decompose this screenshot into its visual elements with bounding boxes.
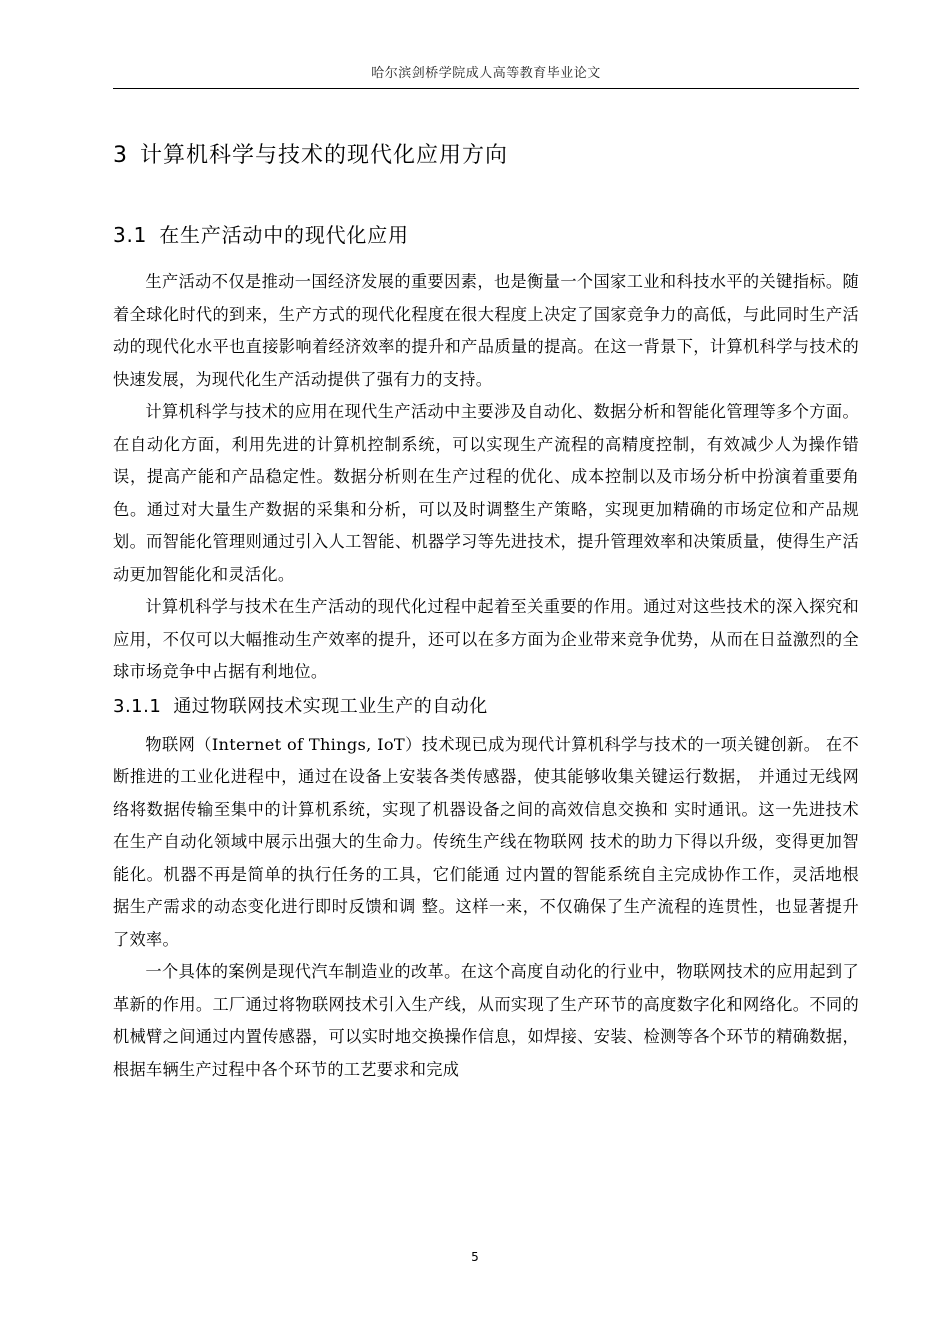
section-heading [113,218,859,252]
subsection-title: 通过物联网技术实现工业生产的自动化 [173,695,488,717]
section-title: 在生产活动中的现代化应用 [159,223,409,247]
page-content [113,138,859,1086]
subsection-paragraph-1: 物联网（Internet of Things, IoT）技术现已成为现代计算机科学与技术的一项关键创新。 在不断推进的工业化进程中，通过在设备上安装各类传感器，使其能够收集关键运行数据， 并通过无线网络将数据传输至集中的计算机系统，实现了机器设备之间的高效信息交换和 实时通讯。这一先进技术在生产自动化领域中展示出强大的生命力。传统生产线在物联网 技术的助力下得以升级，变得更加智能化。机器不再是简单的执行任务的工具，它们能通 过内置的智能系统自主完成协作工作，灵活地根据生产需求的动态变化进行即时反馈和调 整。这样一来，不仅确保了生产流程的连贯性，也显著提升了效率。 [113,734,859,949]
running-header: 哈尔滨剑桥学院成人高等教育毕业论文 [371,66,601,81]
chapter-title: 计算机科学与技术的现代化应用方向 [140,143,509,168]
section-paragraph-3: 计算机科学与技术在生产活动的现代化过程中起着至关重要的作用。通过对这些技术的深入探究和应用，不仅可以大幅推动生产效率的提升，还可以在多方面为企业带来竞争优势，从而在日益激烈的全球市场竞争中占据有利地位。 [113,597,859,681]
subsection-heading [113,691,859,723]
header-divider [113,88,859,89]
section-paragraph-2: 计算机科学与技术的应用在现代生产活动中主要涉及自动化、数据分析和智能化管理等多个方面。在自动化方面，利用先进的计算机控制系统，可以实现生产流程的高精度控制，有效减少人为操作错误，提高产能和产品稳定性。数据分析则在生产过程的优化、成本控制以及市场分析中扮演着重要角色。通过对大量生产数据的采集和分析，可以及时调整生产策略，实现更加精确的市场定位和产品规划。而智能化管理则通过引入人工智能、机器学习等先进技术，提升管理效率和决策质量，使得生产活动更加智能化和灵活化。 [113,402,859,584]
page-number: 5 [471,1250,479,1264]
chapter-number: 3 [113,143,128,168]
section-paragraph-1: 生产活动不仅是推动一国经济发展的重要因素，也是衡量一个国家工业和科技水平的关键指标。随着全球化时代的到来，生产方式的现代化程度在很大程度上决定了国家竞争力的高低，与此同时生产活动的现代化水平也直接影响着经济效率的提升和产品质量的提高。在这一背景下，计算机科学与技术的快速发展，为现代化生产活动提供了强有力的支持。 [113,272,859,389]
subsection-paragraph-2: 一个具体的案例是现代汽车制造业的改革。在这个高度自动化的行业中，物联网技术的应用起到了革新的作用。工厂通过将物联网技术引入生产线，从而实现了生产环节的高度数字化和网络化。不同的机械臂之间通过内置传感器，可以实时地交换操作信息，如焊接、安装、检测等各个环节的精确数据，根据车辆生产过程中各个环节的工艺要求和完成 [113,962,859,1079]
subsection-number: 3.1.1 [113,695,162,717]
chapter-heading [113,138,859,174]
section-number: 3.1 [113,223,148,247]
